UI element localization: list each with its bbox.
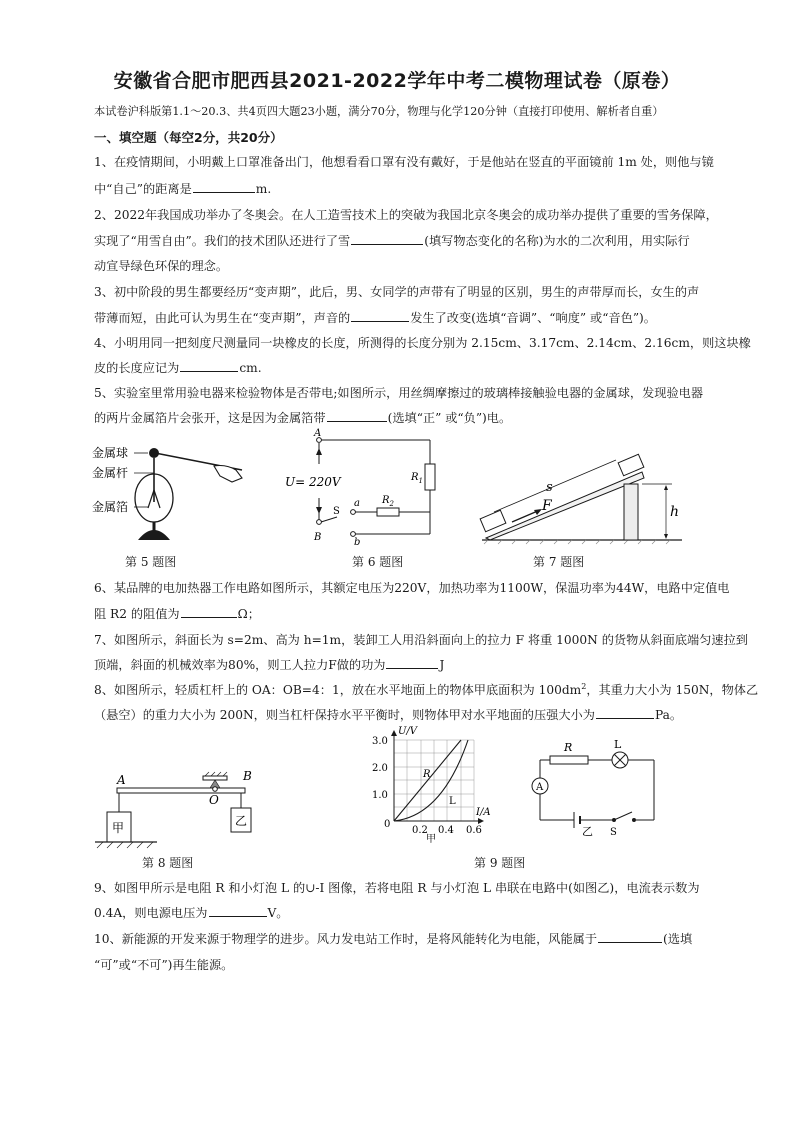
q10-line1: 10、新能源的开发来源于物理学的进步。风力发电站工作时，是将风能转化为电能，风能属于 (选填 bbox=[94, 932, 693, 946]
caption-fig7: 第 7 题图 bbox=[533, 555, 585, 569]
label-yi: 乙 bbox=[582, 825, 593, 838]
label-R: R bbox=[423, 769, 431, 780]
ytick: 3.0 bbox=[372, 736, 388, 747]
answer-blank[interactable] bbox=[209, 905, 267, 917]
ytick: 1.0 bbox=[372, 790, 388, 801]
q7-line2: 顶端，斜面的机械效率为80%，则工人拉力F做的功为 J bbox=[94, 658, 445, 672]
label-a: a bbox=[354, 498, 360, 509]
answer-blank[interactable] bbox=[598, 931, 662, 943]
label-R2: $R_2$ bbox=[382, 495, 394, 508]
q4-line1: 4、小明用同一把刻度尺测量同一块橡皮的长度，所测得的长度分别为 2.15cm、3.17cm、2.14cm、2.16cm，则这块橡 bbox=[94, 336, 751, 350]
label-h: h bbox=[670, 504, 680, 520]
label-S: S bbox=[610, 827, 617, 838]
q8-line1: 8、如图所示，轻质杠杆上的 OA：OB=4：1，放在水平地面上的物体甲底面积为 $100dm^2$，其重力大小为 150N，物体乙 bbox=[94, 681, 759, 697]
answer-blank[interactable] bbox=[180, 360, 238, 372]
axis-label-U: U/V bbox=[398, 726, 418, 737]
caption-fig9: 第 9 题图 bbox=[474, 856, 526, 870]
label-R1: $R_1$ bbox=[411, 472, 423, 485]
q5-line2: 的两片金属箔片会张开，这是因为金属箔带 (选填“正” 或“负”)电。 bbox=[94, 411, 512, 425]
label-rod: 金属杆 bbox=[92, 466, 129, 480]
ammeter-label: A bbox=[536, 782, 544, 793]
label-yi: 乙 bbox=[235, 814, 248, 828]
label-B: B bbox=[243, 769, 252, 783]
q3-line1: 3、初中阶段的男生都要经历“变声期”，此后，男、女同学的声带有了明显的区别，男生的声带厚而长，女生的声 bbox=[94, 285, 700, 299]
figure-9-circuit bbox=[526, 740, 666, 836]
xtick: 0.6 bbox=[466, 825, 482, 836]
answer-blank[interactable] bbox=[596, 707, 654, 719]
label-s: s bbox=[546, 480, 553, 495]
label-B: B bbox=[314, 532, 322, 543]
label-L: L bbox=[614, 738, 622, 751]
ytick: 2.0 bbox=[372, 763, 388, 774]
label-voltage: U= 220V bbox=[285, 475, 341, 489]
label-O: O bbox=[209, 793, 219, 807]
q2-line1: 2、2022年我国成功举办了冬奥会。在人工造雪技术上的突破为我国北京冬奥会的成功举办提供了重要的雪务保障， bbox=[94, 208, 718, 222]
xtick: 0.2 bbox=[412, 825, 428, 836]
q2-line3: 动宣导绿色环保的理念。 bbox=[94, 259, 229, 273]
label-R: R bbox=[564, 741, 573, 754]
answer-blank[interactable] bbox=[181, 606, 237, 618]
label-F: F bbox=[542, 498, 552, 514]
section-heading: 一、填空题（每空2分，共20分） bbox=[94, 130, 283, 145]
answer-blank[interactable] bbox=[386, 657, 438, 669]
q1-line1: 1、在疫情期间，小明戴上口罩准备出门，他想看看口罩有没有戴好，于是他站在竖直的平面镜前 1m 处，则他与镜 bbox=[94, 155, 714, 169]
curve-L bbox=[394, 740, 468, 821]
q3-line2: 带薄而短，由此可认为男生在“变声期”，声音的 发生了改变(选填“音调”、“响度” 或“音色”)。 bbox=[94, 311, 656, 325]
q7-line1: 7、如图所示，斜面长为 s=2m、高为 h=1m，装卸工人用沿斜面向上的拉力 F 将重 1000N 的货物从斜面底端匀速拉到 bbox=[94, 633, 748, 647]
figure-8-lever bbox=[95, 770, 265, 852]
figure-5-electroscope bbox=[92, 440, 252, 550]
answer-blank[interactable] bbox=[327, 410, 387, 422]
q8-line2: （悬空）的重力大小为 200N，则当杠杆保持水平平衡时，则物体甲对水平地面的压强大小为 Pa。 bbox=[94, 708, 683, 722]
q2-line2: 实现了“用雪自由”。我们的技术团队还进行了雪 (填写物态变化的名称)为水的二次利用，用实际行 bbox=[94, 234, 690, 248]
intro: 本试卷沪科版第1.1～20.3、共4页四大题23小题，满分70分，物理与化学120分钟（直接打印使用、解析者自重） bbox=[94, 105, 664, 118]
q1-line2: 中“自己”的距离是 m. bbox=[94, 182, 272, 196]
label-jia: 甲 bbox=[112, 821, 125, 835]
label-b: b bbox=[354, 537, 361, 548]
figure-6-circuit bbox=[285, 428, 445, 546]
label-foil: 金属箔 bbox=[92, 500, 129, 514]
answer-blank[interactable] bbox=[351, 310, 409, 322]
q9-line2: 0.4A，则电源电压为 V。 bbox=[94, 906, 289, 920]
label-jia: 甲 bbox=[426, 834, 436, 845]
q9-line1: 9、如图甲所示是电阻 R 和小灯泡 L 的∪-I 图像，若将电阻 R 与小灯泡 L 串联在电路中(如图乙)，电流表示数为 bbox=[94, 881, 700, 895]
caption-fig8: 第 8 题图 bbox=[142, 856, 194, 870]
ytick: 0 bbox=[384, 819, 391, 830]
q6-line2: 阻 R2 的阻值为 Ω； bbox=[94, 607, 260, 621]
label-ball: 金属球 bbox=[92, 446, 129, 460]
figure-9-graph bbox=[370, 726, 500, 844]
q4-line2: 皮的长度应记为 cm. bbox=[94, 361, 262, 375]
answer-blank[interactable] bbox=[193, 181, 255, 193]
q5-line1: 5、实验室里常用验电器来检验物体是否带电;如图所示，用丝绸摩擦过的玻璃棒接触验电器的金属球，发现验电器 bbox=[94, 386, 704, 400]
line-R bbox=[394, 740, 461, 821]
label-L: L bbox=[449, 796, 456, 807]
q6-line1: 6、某品牌的电加热器工作电路如图所示，其额定电压为220V，加热功率为1100W，保温功率为44W，电路中定值电 bbox=[94, 581, 730, 595]
answer-blank[interactable] bbox=[351, 233, 423, 245]
q10-line2: “可”或“不可”)再生能源。 bbox=[94, 958, 234, 972]
label-A: A bbox=[314, 428, 322, 439]
caption-fig6: 第 6 题图 bbox=[352, 555, 404, 569]
label-switch: S bbox=[333, 506, 340, 517]
xtick: 0.4 bbox=[438, 825, 454, 836]
label-A: A bbox=[117, 773, 126, 787]
page-title: 安徽省合肥市肥西县2021-2022学年中考二模物理试卷（原卷） bbox=[113, 70, 681, 92]
axis-label-I: I/A bbox=[476, 807, 491, 818]
caption-fig5: 第 5 题图 bbox=[125, 555, 177, 569]
figure-7-incline bbox=[476, 448, 686, 548]
